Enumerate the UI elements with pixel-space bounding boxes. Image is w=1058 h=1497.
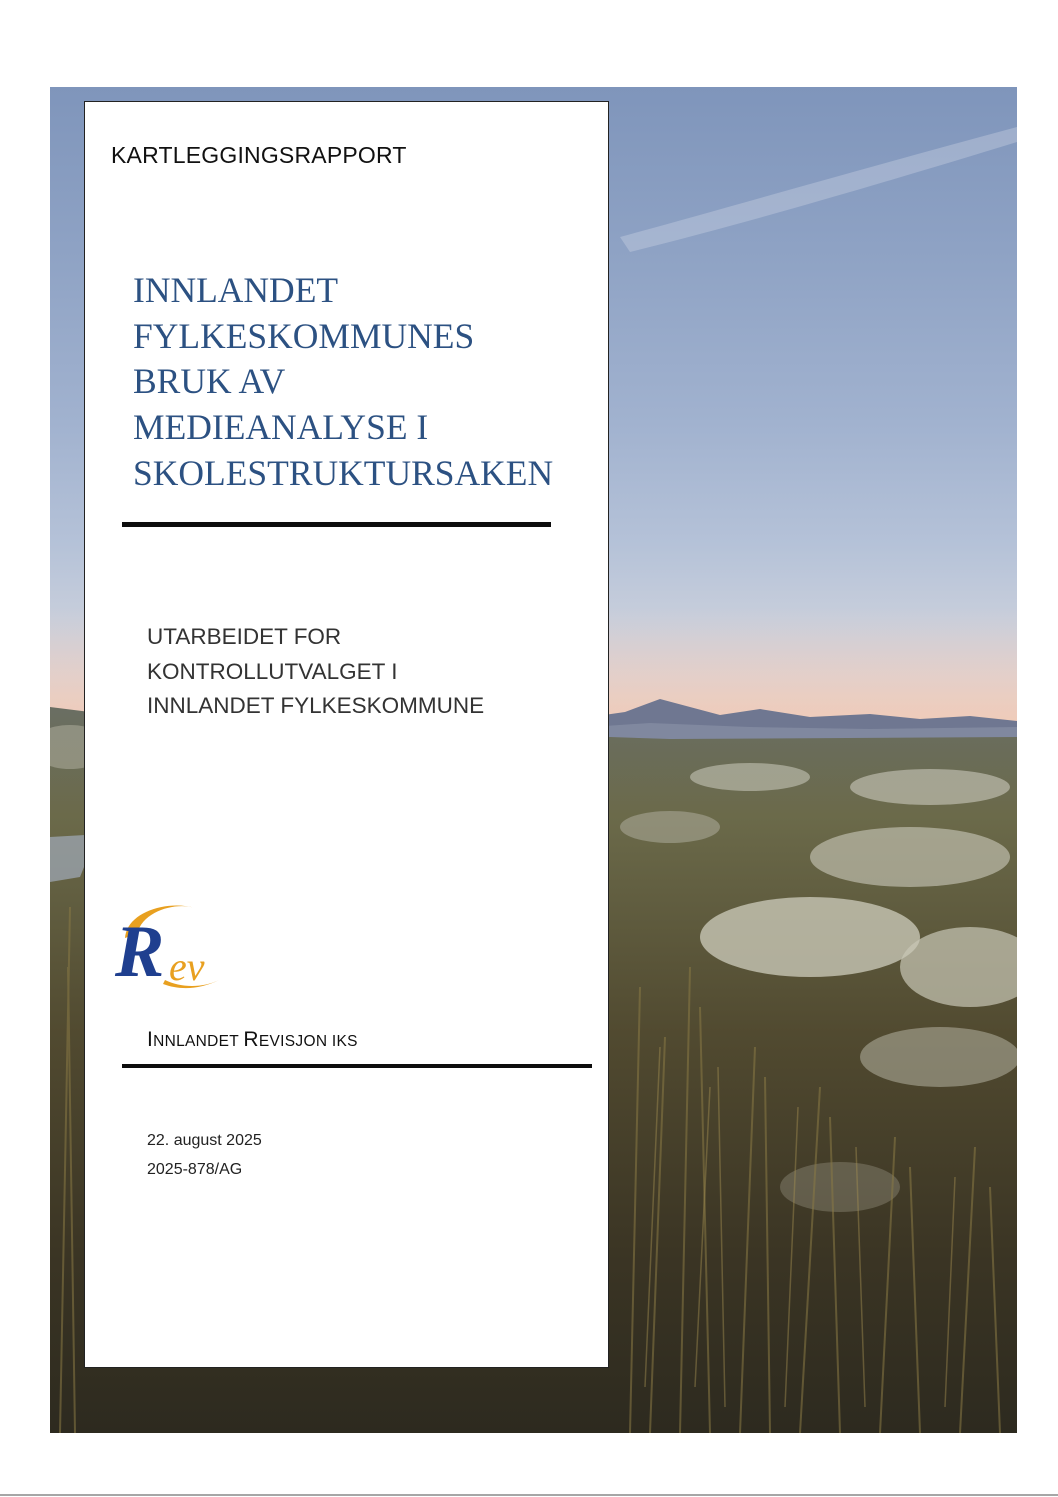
report-reference: 2025-878/AG [147,1161,243,1178]
report-meta [147,1126,262,1184]
title-line: BRUK AV [133,361,286,402]
title-divider [122,522,551,527]
title-line: INNLANDET [133,270,339,310]
rev-logo [107,898,247,993]
report-title [133,268,593,497]
svg-text:ev: ev [169,944,205,989]
title-line: FYLKESKOMMUNES [133,315,475,356]
title-line: MEDIEANALYSE I [133,407,429,448]
document-type: KARTLEGGINGSRAPPORT [111,142,407,168]
title-card [84,101,609,1368]
svg-text:R: R [115,911,165,993]
organization-name [147,1028,358,1052]
prepared-for [147,620,484,724]
report-date: 22. august 2025 [147,1132,262,1149]
prepared-for-line: KONTROLLUTVALGET I [147,658,398,684]
org-initial: R [243,1028,259,1051]
org-rest: EVISJON IKS [258,1033,358,1050]
org-initial: I [147,1028,154,1051]
organization-divider [122,1064,592,1068]
title-line: SKOLESTRUKTURSAKEN [133,452,554,493]
prepared-for-line: UTARBEIDET FOR [147,624,342,649]
prepared-for-line: INNLANDET FYLKESKOMMUNE [147,693,485,718]
org-rest: NNLANDET [153,1033,244,1050]
page-bottom-border [0,1494,1058,1496]
